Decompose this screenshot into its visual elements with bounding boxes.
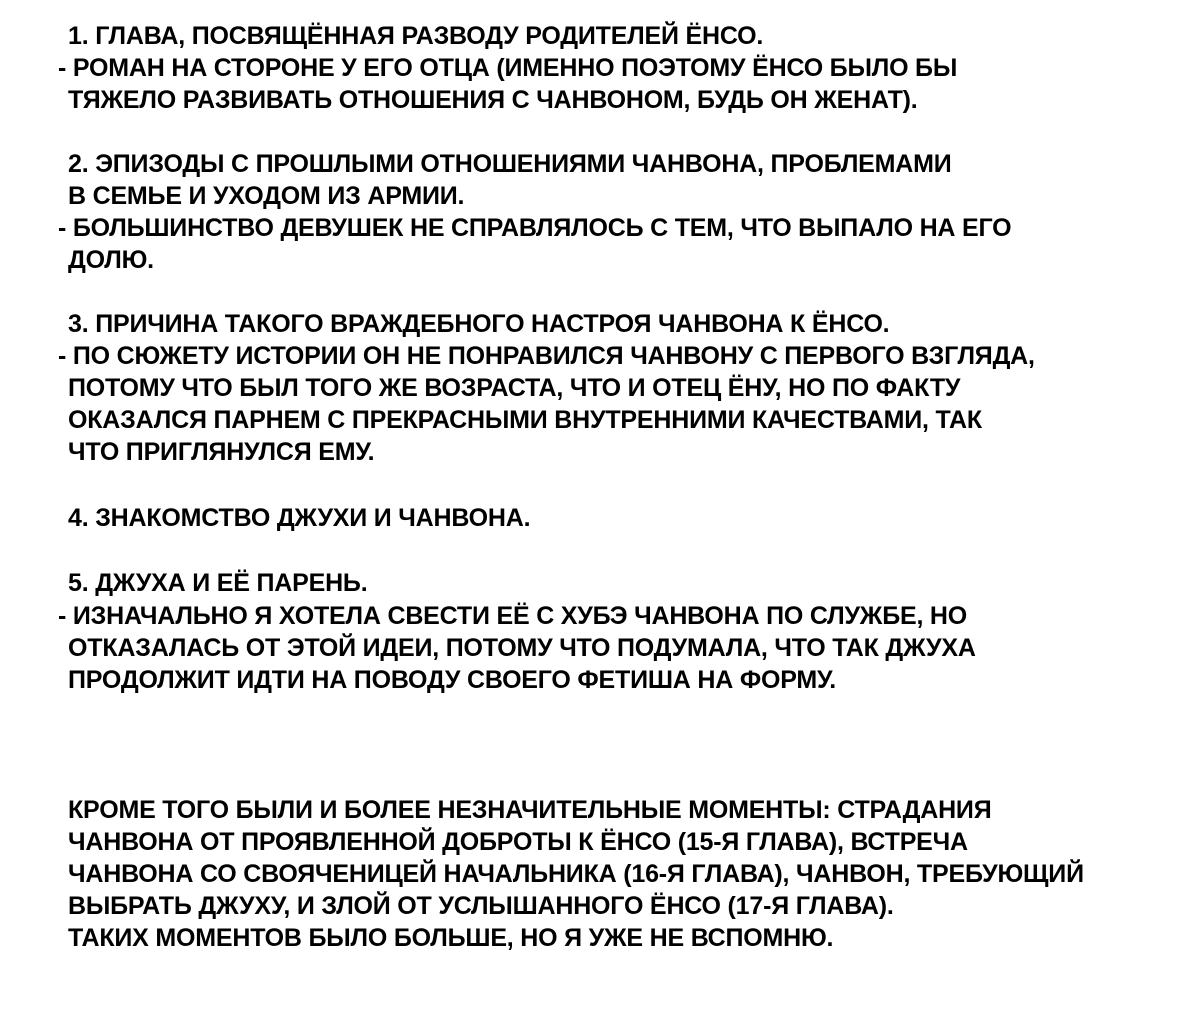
section-2-line-2: - БОЛЬШИНСТВО ДЕВУШЕК НЕ СПРАВЛЯЛОСЬ С ТЕМ, ЧТО ВЫПАЛО НА ЕГО — [58, 214, 1012, 242]
closing-line-3: ЧАНВОНА СО СВОЯЧЕНИЦЕЙ НАЧАЛЬНИКА (16-Я ГЛАВА), ЧАНВОН, ТРЕБУЮЩИЙ — [68, 860, 1084, 888]
section-3-line-1: - ПО СЮЖЕТУ ИСТОРИИ ОН НЕ ПОНРАВИЛСЯ ЧАНВОНУ С ПЕРВОГО ВЗГЛЯДА, — [58, 342, 1035, 370]
closing-line-2: ЧАНВОНА ОТ ПРОЯВЛЕННОЙ ДОБРОТЫ К ЁНСО (15-Я ГЛАВА), ВСТРЕЧА — [68, 828, 968, 856]
section-4-heading: 4. ЗНАКОМСТВО ДЖУХИ И ЧАНВОНА. — [68, 504, 531, 532]
closing-line-1: КРОМЕ ТОГО БЫЛИ И БОЛЕЕ НЕЗНАЧИТЕЛЬНЫЕ МОМЕНТЫ: СТРАДАНИЯ — [68, 796, 992, 824]
section-5-line-1: - ИЗНАЧАЛЬНО Я ХОТЕЛА СВЕСТИ ЕЁ С ХУБЭ ЧАНВОНА ПО СЛУЖБЕ, НО — [58, 602, 968, 630]
section-1-heading: 1. ГЛАВА, ПОСВЯЩЁННАЯ РАЗВОДУ РОДИТЕЛЕЙ ЁНСО. — [68, 22, 764, 50]
closing-line-4: ВЫБРАТЬ ДЖУХУ, И ЗЛОЙ ОТ УСЛЫШАННОГО ЁНСО (17-Я ГЛАВА). — [68, 892, 894, 920]
section-5-line-2: ОТКАЗАЛАСЬ ОТ ЭТОЙ ИДЕИ, ПОТОМУ ЧТО ПОДУМАЛА, ЧТО ТАК ДЖУХА — [68, 634, 976, 662]
section-3-line-2: ПОТОМУ ЧТО БЫЛ ТОГО ЖЕ ВОЗРАСТА, ЧТО И ОТЕЦ ЁНУ, НО ПО ФАКТУ — [68, 374, 961, 402]
closing-line-5: ТАКИХ МОМЕНТОВ БЫЛО БОЛЬШЕ, НО Я УЖЕ НЕ ВСПОМНЮ. — [68, 924, 834, 952]
section-1-line-2: ТЯЖЕЛО РАЗВИВАТЬ ОТНОШЕНИЯ С ЧАНВОНОМ, БУДЬ ОН ЖЕНАТ). — [68, 86, 918, 114]
section-3-line-3: ОКАЗАЛСЯ ПАРНЕМ С ПРЕКРАСНЫМИ ВНУТРЕННИМИ КАЧЕСТВАМИ, ТАК — [68, 406, 982, 434]
section-2-heading: 2. ЭПИЗОДЫ С ПРОШЛЫМИ ОТНОШЕНИЯМИ ЧАНВОНА, ПРОБЛЕМАМИ — [68, 150, 952, 178]
section-5-heading: 5. ДЖУХА И ЕЁ ПАРЕНЬ. — [68, 569, 368, 597]
section-3-line-4: ЧТО ПРИГЛЯНУЛСЯ ЕМУ. — [68, 438, 375, 466]
section-2-line-3: ДОЛЮ. — [68, 246, 154, 274]
section-1-line-1: - РОМАН НА СТОРОНЕ У ЕГО ОТЦА (ИМЕННО ПОЭТОМУ ЁНСО БЫЛО БЫ — [58, 54, 958, 82]
section-5-line-3: ПРОДОЛЖИТ ИДТИ НА ПОВОДУ СВОЕГО ФЕТИША НА ФОРМУ. — [68, 666, 836, 694]
section-3-heading: 3. ПРИЧИНА ТАКОГО ВРАЖДЕБНОГО НАСТРОЯ ЧАНВОНА К ЁНСО. — [68, 310, 890, 338]
section-2-line-1: В СЕМЬЕ И УХОДОМ ИЗ АРМИИ. — [68, 182, 465, 210]
